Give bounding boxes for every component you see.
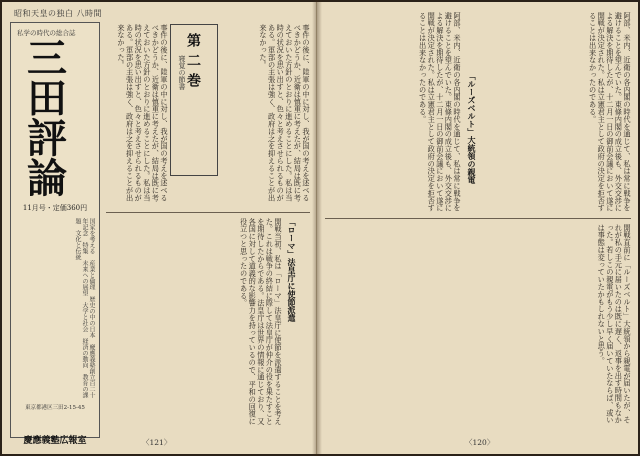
horizontal-rule xyxy=(325,218,631,219)
section-heading: 「ルーズベルト」大統領の親電 xyxy=(467,72,477,184)
chapter-title: 第二巻 xyxy=(185,33,201,93)
page-number: 〈120〉 xyxy=(465,438,495,447)
text-column: 事件の後に、陸軍の中に対し、我が国の考えを述べるべきかどうか、近衛は慎重に考えたが、結局は既に考えておいた方針のとおりに進めることにした。私は当時の状況を思い出すと、色々と考えさせられるものがある。軍部の主張は強く、政府は之を抑えることが出来なかった。 xyxy=(259,24,311,202)
ad-magazine-title: 三田評論 xyxy=(27,36,67,202)
chapter-box xyxy=(170,24,218,176)
text-column: 阿部、米内、近衛の各内閣の時代を通じて、私は常に戦争を避けることを望んでいた。東條内閣の成立後も、外交交渉による解決を期待したが、十二月一日の御前会議において遂に開戦が決定された。私は立憲君主として政府の決定を拒否することは出来なかったのである。 xyxy=(588,12,632,212)
ad-publisher-name: 慶應義塾広報室 xyxy=(23,436,87,446)
ad-issue-price: 11月号・定価360円 xyxy=(22,204,88,212)
text-column: 阿部、米内、近衛の各内閣の時代を通じて、私は常に戦争を避けることを望んでいた。東條内閣の成立後も、外交交渉による解決を期待したが、十二月一日の御前会議において遂に開戦が決定された。私は立憲君主として政府の決定を拒否することは出来なかったのである。 xyxy=(418,12,462,212)
text-column: 開戦直前に「ルーズベルト」大統領から親電が届いたが、それが私の手元に届いたのは既に遅く、返事を出す時間もなかった。若しこの親電がもう少し早く届いていたならば、或いは事態は変っていたかもしれないと思う。 xyxy=(597,224,632,424)
magazine-advertisement xyxy=(10,22,100,446)
ad-tagline: 私学の時代の総合誌 xyxy=(17,29,76,37)
book-gutter xyxy=(312,0,322,456)
ad-publisher-address: 東京都港区三田2-15-45 xyxy=(25,405,85,411)
text-column: 事件の後に、陸軍の中に対し、我が国の考えを述べるべきかどうか、近衛は慎重に考えたが、結局は既に考えておいた方針のとおりに進めることにした。私は当時の状況を思い出すと、色々と考えさせられるものがある。軍部の主張は強く、政府は之を抑えることが出来なかった。 xyxy=(117,24,169,202)
horizontal-rule xyxy=(106,212,310,213)
ad-contents-list: 国家を考える 産業と倫理 歴史の中の日本 慶應義塾創立百二十年記念 特集 未来への展望 大学と社会 経済の動向 教育の課題 文化と伝統 xyxy=(74,218,95,398)
section-heading: 「ローマ」法皇庁に使節派遣 xyxy=(287,218,297,322)
page-number: 〈121〉 xyxy=(142,438,172,447)
left-page xyxy=(2,2,317,454)
text-column: 開戦当初、私は「ローマ」法皇庁に使節を派遣することを考えた。これは戦争の終結に際して法皇庁が仲介の役を果たすことを期待したからである。法皇庁は世界の情報に通じており、又各国に対して道義的な影響力を持っているので、平和の回復に役立つと思ったのである。 xyxy=(239,218,283,426)
chapter-subtitle: 寝覚の節書 xyxy=(178,55,186,90)
right-page xyxy=(317,2,638,454)
running-title: 昭和天皇の独白 八時間 xyxy=(14,9,103,18)
